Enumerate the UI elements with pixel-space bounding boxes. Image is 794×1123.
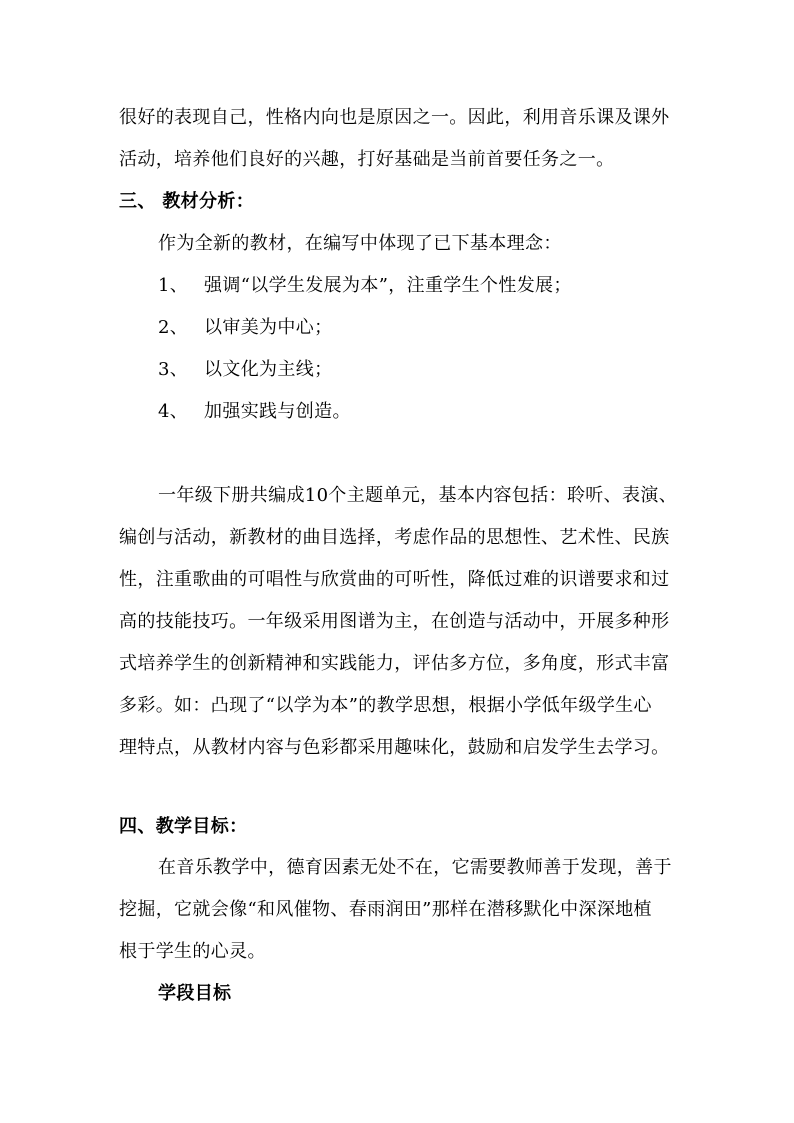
list-item-number: 4、 bbox=[158, 401, 189, 422]
paragraph-line: 多彩。如：凸现了“以学为本”的教学思想，根据小学低年级学生心 bbox=[119, 695, 652, 716]
list-item-text: 加强实践与创造。 bbox=[204, 401, 351, 422]
intro-line-2: 活动，培养他们良好的兴趣，打好基础是当前首要任务之一。 bbox=[119, 149, 615, 170]
list-item-text: 以文化为主线； bbox=[204, 359, 333, 380]
paragraph-line: 高的技能技巧。一年级采用图谱为主，在创造与活动中，开展多种形 bbox=[119, 611, 670, 632]
list-item-number: 1、 bbox=[158, 275, 189, 296]
subsection-heading: 学段目标 bbox=[158, 983, 232, 1004]
list-item-text: 以审美为中心； bbox=[204, 317, 333, 338]
paragraph-line: 在音乐教学中，德育因素无处不在，它需要教师善于发现，善于 bbox=[158, 857, 672, 878]
paragraph-line: 一年级下册共编成10个主题单元，基本内容包括：聆听、表演、 bbox=[158, 485, 678, 506]
paragraph-line: 根于学生的心灵。 bbox=[119, 941, 266, 962]
list-item-number: 3、 bbox=[158, 359, 189, 380]
section-3-lead: 作为全新的教材，在编写中体现了已下基本理念： bbox=[158, 233, 562, 254]
list-item bbox=[158, 400, 351, 424]
paragraph-line: 式培养学生的创新精神和实践能力，评估多方位，多角度，形式丰富 bbox=[119, 653, 670, 674]
list-item bbox=[158, 316, 332, 340]
list-item-number: 2、 bbox=[158, 317, 189, 338]
intro-line-1: 很好的表现自己，性格内向也是原因之一。因此，利用音乐课及课外 bbox=[119, 107, 670, 128]
paragraph-line: 编创与活动，新教材的曲目选择，考虑作品的思想性、艺术性、民族 bbox=[119, 527, 670, 548]
section-4-heading: 四、教学目标： bbox=[119, 816, 248, 837]
paragraph-line: 理特点，从教材内容与色彩都采用趣味化，鼓励和启发学生去学习。 bbox=[119, 737, 670, 758]
list-item-text: 强调“以学生发展为本”，注重学生个性发展； bbox=[204, 275, 572, 296]
paragraph-line: 性，注重歌曲的可唱性与欣赏曲的可听性，降低过难的识谱要求和过 bbox=[119, 569, 670, 590]
paragraph-line: 挖掘，它就会像“和风催物、春雨润田”那样在潜移默化中深深地植 bbox=[119, 899, 652, 920]
section-3-heading: 三、 教材分析： bbox=[119, 191, 255, 212]
list-item bbox=[158, 274, 572, 298]
list-item bbox=[158, 358, 332, 382]
